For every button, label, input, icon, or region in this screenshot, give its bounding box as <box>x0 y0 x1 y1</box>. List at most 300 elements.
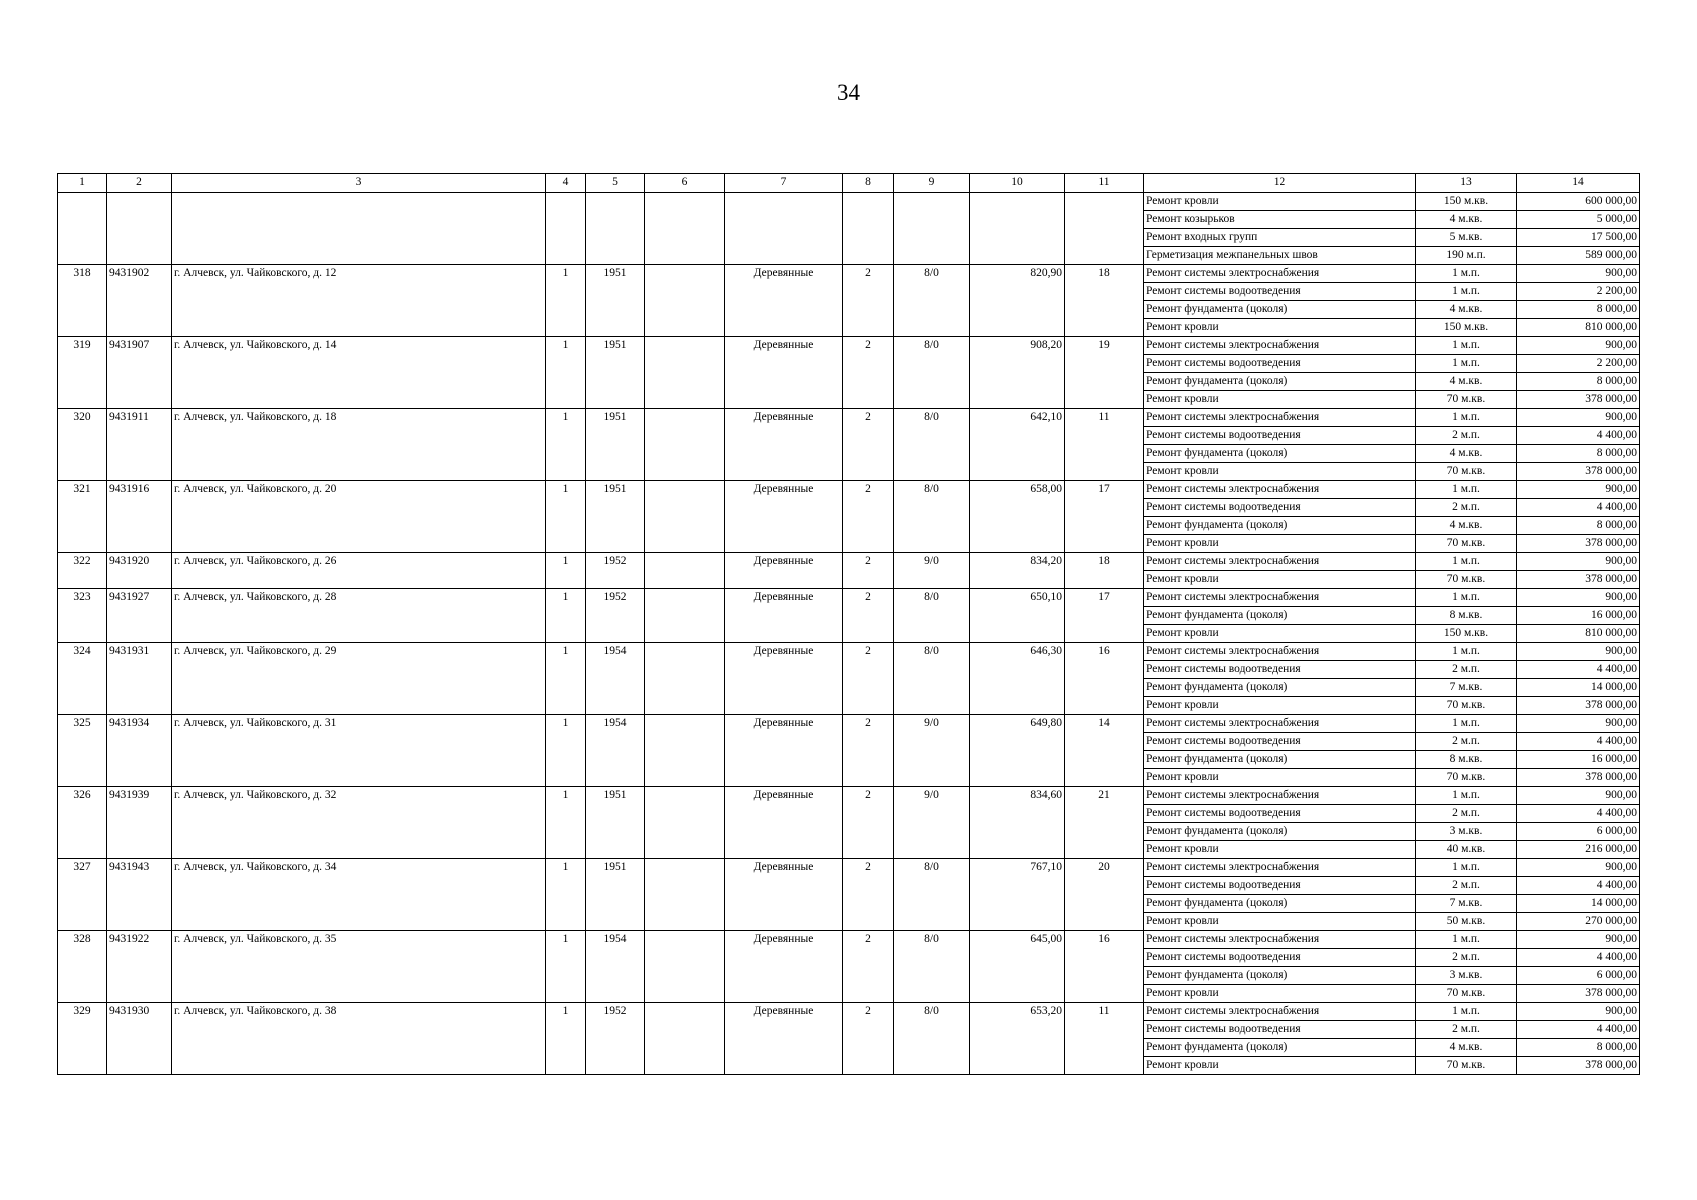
work-cost-cell: 8 000,00 <box>1517 445 1640 463</box>
work-name-cell: Ремонт кровли <box>1144 1057 1416 1075</box>
work-cost-cell: 8 000,00 <box>1517 517 1640 535</box>
col-4-value-cell: 1 <box>546 1003 586 1075</box>
col-9-value-cell: 8/0 <box>894 265 970 337</box>
work-volume-cell: 150 м.кв. <box>1416 625 1517 643</box>
house-code-cell: 9431931 <box>107 643 172 715</box>
work-cost-cell: 589 000,00 <box>1517 247 1640 265</box>
header-col-6: 6 <box>645 174 725 193</box>
work-name-cell: Ремонт системы водоотведения <box>1144 499 1416 517</box>
work-cost-cell: 900,00 <box>1517 643 1640 661</box>
col-6-value-cell <box>645 589 725 643</box>
work-name-cell: Ремонт кровли <box>1144 391 1416 409</box>
work-cost-cell: 378 000,00 <box>1517 1057 1640 1075</box>
work-cost-cell: 900,00 <box>1517 787 1640 805</box>
table-row <box>58 409 1640 427</box>
work-name-cell: Ремонт системы водоотведения <box>1144 877 1416 895</box>
floors-cell: 2 <box>843 643 894 715</box>
area-cell: 834,60 <box>970 787 1065 859</box>
table-row <box>58 265 1640 283</box>
house-code-cell: 9431920 <box>107 553 172 589</box>
floors-cell: 2 <box>843 1003 894 1075</box>
address-cell: г. Алчевск, ул. Чайковского, д. 29 <box>172 643 546 715</box>
area-cell: 650,10 <box>970 589 1065 643</box>
work-name-cell: Ремонт козырьков <box>1144 211 1416 229</box>
work-name-cell: Ремонт системы электроснабжения <box>1144 931 1416 949</box>
work-volume-cell: 2 м.п. <box>1416 949 1517 967</box>
table-row <box>58 589 1640 607</box>
work-name-cell: Ремонт входных групп <box>1144 229 1416 247</box>
work-cost-cell: 216 000,00 <box>1517 841 1640 859</box>
header-col-12: 12 <box>1144 174 1416 193</box>
work-volume-cell: 1 м.п. <box>1416 553 1517 571</box>
work-volume-cell: 4 м.кв. <box>1416 301 1517 319</box>
work-volume-cell: 150 м.кв. <box>1416 319 1517 337</box>
work-cost-cell: 4 400,00 <box>1517 427 1640 445</box>
col-9-value-cell: 8/0 <box>894 859 970 931</box>
wall-material-cell: Деревянные <box>725 787 843 859</box>
work-name-cell: Ремонт фундамента (цоколя) <box>1144 751 1416 769</box>
work-name-cell: Ремонт кровли <box>1144 985 1416 1003</box>
floors-cell: 2 <box>843 859 894 931</box>
work-name-cell: Ремонт системы водоотведения <box>1144 1021 1416 1039</box>
col-11-value-cell: 18 <box>1065 553 1144 589</box>
build-year-cell: 1954 <box>586 931 645 1003</box>
table-row <box>58 643 1640 661</box>
work-cost-cell: 378 000,00 <box>1517 463 1640 481</box>
col-9-value-cell: 8/0 <box>894 643 970 715</box>
work-name-cell: Герметизация межпанельных швов <box>1144 247 1416 265</box>
work-cost-cell: 6 000,00 <box>1517 967 1640 985</box>
work-cost-cell: 378 000,00 <box>1517 391 1640 409</box>
work-volume-cell: 1 м.п. <box>1416 787 1517 805</box>
work-volume-cell: 4 м.кв. <box>1416 517 1517 535</box>
build-year-cell: 1954 <box>586 643 645 715</box>
header-col-13: 13 <box>1416 174 1517 193</box>
work-cost-cell: 4 400,00 <box>1517 499 1640 517</box>
work-volume-cell: 40 м.кв. <box>1416 841 1517 859</box>
work-volume-cell: 150 м.кв. <box>1416 193 1517 211</box>
work-cost-cell: 5 000,00 <box>1517 211 1640 229</box>
work-name-cell: Ремонт системы водоотведения <box>1144 661 1416 679</box>
wall-material-cell: Деревянные <box>725 715 843 787</box>
work-name-cell: Ремонт системы водоотведения <box>1144 949 1416 967</box>
table-row <box>58 1003 1640 1021</box>
area-cell: 649,80 <box>970 715 1065 787</box>
work-name-cell: Ремонт фундамента (цоколя) <box>1144 1039 1416 1057</box>
area-cell: 642,10 <box>970 409 1065 481</box>
col-11-value-cell: 14 <box>1065 715 1144 787</box>
area-cell: 658,00 <box>970 481 1065 553</box>
work-cost-cell: 378 000,00 <box>1517 697 1640 715</box>
row-number-cell: 329 <box>58 1003 107 1075</box>
build-year-cell: 1951 <box>586 859 645 931</box>
build-year-cell: 1951 <box>586 337 645 409</box>
work-cost-cell: 900,00 <box>1517 1003 1640 1021</box>
floors-cell: 2 <box>843 787 894 859</box>
row-number-cell: 328 <box>58 931 107 1003</box>
work-cost-cell: 4 400,00 <box>1517 733 1640 751</box>
work-volume-cell: 2 м.п. <box>1416 1021 1517 1039</box>
work-name-cell: Ремонт системы водоотведения <box>1144 805 1416 823</box>
work-cost-cell: 8 000,00 <box>1517 373 1640 391</box>
build-year-cell: 1951 <box>586 481 645 553</box>
work-volume-cell: 4 м.кв. <box>1416 445 1517 463</box>
work-name-cell: Ремонт системы электроснабжения <box>1144 409 1416 427</box>
house-code-cell: 9431911 <box>107 409 172 481</box>
work-cost-cell: 378 000,00 <box>1517 985 1640 1003</box>
col-9-value-cell: 9/0 <box>894 787 970 859</box>
address-cell: г. Алчевск, ул. Чайковского, д. 28 <box>172 589 546 643</box>
header-col-1: 1 <box>58 174 107 193</box>
col-9-value-cell: 8/0 <box>894 409 970 481</box>
build-year-cell: 1954 <box>586 715 645 787</box>
col-11-value-cell: 19 <box>1065 337 1144 409</box>
wall-material-cell: Деревянные <box>725 553 843 589</box>
work-cost-cell: 900,00 <box>1517 553 1640 571</box>
col-11-value-cell: 21 <box>1065 787 1144 859</box>
work-cost-cell: 14 000,00 <box>1517 895 1640 913</box>
row-number-cell: 318 <box>58 265 107 337</box>
work-name-cell: Ремонт кровли <box>1144 697 1416 715</box>
area-cell: 645,00 <box>970 931 1065 1003</box>
col-4-value-cell: 1 <box>546 589 586 643</box>
work-cost-cell: 4 400,00 <box>1517 805 1640 823</box>
work-volume-cell: 1 м.п. <box>1416 355 1517 373</box>
work-volume-cell: 190 м.п. <box>1416 247 1517 265</box>
work-name-cell: Ремонт системы электроснабжения <box>1144 643 1416 661</box>
col-6-value-cell <box>645 859 725 931</box>
work-cost-cell: 810 000,00 <box>1517 319 1640 337</box>
wall-material-cell: Деревянные <box>725 931 843 1003</box>
work-volume-cell: 4 м.кв. <box>1416 1039 1517 1057</box>
row-number-cell: 322 <box>58 553 107 589</box>
wall-material-cell: Деревянные <box>725 265 843 337</box>
work-name-cell: Ремонт системы электроснабжения <box>1144 337 1416 355</box>
work-name-cell: Ремонт фундамента (цоколя) <box>1144 895 1416 913</box>
col-6-value-cell <box>645 265 725 337</box>
header-row <box>58 174 1640 193</box>
work-name-cell: Ремонт фундамента (цоколя) <box>1144 607 1416 625</box>
work-cost-cell: 8 000,00 <box>1517 1039 1640 1057</box>
col-9-value-cell: 8/0 <box>894 589 970 643</box>
work-volume-cell: 1 м.п. <box>1416 481 1517 499</box>
col-9-value-cell: 8/0 <box>894 481 970 553</box>
work-volume-cell: 1 м.п. <box>1416 337 1517 355</box>
area-cell <box>970 193 1065 265</box>
work-volume-cell: 4 м.кв. <box>1416 211 1517 229</box>
work-cost-cell: 14 000,00 <box>1517 679 1640 697</box>
work-cost-cell: 600 000,00 <box>1517 193 1640 211</box>
work-name-cell: Ремонт фундамента (цоколя) <box>1144 679 1416 697</box>
address-cell: г. Алчевск, ул. Чайковского, д. 26 <box>172 553 546 589</box>
col-11-value-cell: 20 <box>1065 859 1144 931</box>
work-name-cell: Ремонт кровли <box>1144 913 1416 931</box>
work-name-cell: Ремонт системы электроснабжения <box>1144 589 1416 607</box>
table-row <box>58 193 1640 211</box>
work-cost-cell: 900,00 <box>1517 337 1640 355</box>
work-volume-cell: 8 м.кв. <box>1416 607 1517 625</box>
col-11-value-cell: 17 <box>1065 589 1144 643</box>
work-cost-cell: 378 000,00 <box>1517 769 1640 787</box>
work-cost-cell: 900,00 <box>1517 409 1640 427</box>
work-name-cell: Ремонт системы водоотведения <box>1144 733 1416 751</box>
floors-cell: 2 <box>843 481 894 553</box>
work-volume-cell: 1 м.п. <box>1416 931 1517 949</box>
work-name-cell: Ремонт кровли <box>1144 535 1416 553</box>
address-cell: г. Алчевск, ул. Чайковского, д. 18 <box>172 409 546 481</box>
work-cost-cell: 900,00 <box>1517 481 1640 499</box>
work-cost-cell: 16 000,00 <box>1517 751 1640 769</box>
work-cost-cell: 810 000,00 <box>1517 625 1640 643</box>
wall-material-cell: Деревянные <box>725 643 843 715</box>
work-volume-cell: 1 м.п. <box>1416 409 1517 427</box>
work-volume-cell: 1 м.п. <box>1416 589 1517 607</box>
work-volume-cell: 3 м.кв. <box>1416 823 1517 841</box>
house-code-cell: 9431916 <box>107 481 172 553</box>
header-col-9: 9 <box>894 174 970 193</box>
work-volume-cell: 70 м.кв. <box>1416 697 1517 715</box>
work-name-cell: Ремонт фундамента (цоколя) <box>1144 823 1416 841</box>
work-cost-cell: 378 000,00 <box>1517 571 1640 589</box>
work-cost-cell: 4 400,00 <box>1517 1021 1640 1039</box>
work-volume-cell: 1 м.п. <box>1416 1003 1517 1021</box>
work-name-cell: Ремонт системы электроснабжения <box>1144 481 1416 499</box>
floors-cell: 2 <box>843 265 894 337</box>
col-11-value-cell: 16 <box>1065 643 1144 715</box>
col-9-value-cell: 8/0 <box>894 1003 970 1075</box>
col-9-value-cell: 9/0 <box>894 715 970 787</box>
work-name-cell: Ремонт системы электроснабжения <box>1144 715 1416 733</box>
header-col-3: 3 <box>172 174 546 193</box>
floors-cell: 2 <box>843 409 894 481</box>
address-cell: г. Алчевск, ул. Чайковского, д. 38 <box>172 1003 546 1075</box>
work-name-cell: Ремонт системы водоотведения <box>1144 427 1416 445</box>
floors-cell: 2 <box>843 337 894 409</box>
wall-material-cell: Деревянные <box>725 337 843 409</box>
wall-material-cell: Деревянные <box>725 481 843 553</box>
table-row <box>58 859 1640 877</box>
col-4-value-cell: 1 <box>546 931 586 1003</box>
build-year-cell: 1951 <box>586 265 645 337</box>
col-4-value-cell: 1 <box>546 409 586 481</box>
work-volume-cell: 70 м.кв. <box>1416 769 1517 787</box>
work-volume-cell: 4 м.кв. <box>1416 373 1517 391</box>
work-name-cell: Ремонт фундамента (цоколя) <box>1144 967 1416 985</box>
work-name-cell: Ремонт кровли <box>1144 841 1416 859</box>
table-header <box>58 174 1640 193</box>
house-code-cell: 9431939 <box>107 787 172 859</box>
house-code-cell: 9431907 <box>107 337 172 409</box>
col-4-value-cell: 1 <box>546 859 586 931</box>
work-volume-cell: 2 м.п. <box>1416 427 1517 445</box>
address-cell: г. Алчевск, ул. Чайковского, д. 20 <box>172 481 546 553</box>
col-11-value-cell: 11 <box>1065 409 1144 481</box>
table-row <box>58 481 1640 499</box>
work-cost-cell: 2 200,00 <box>1517 355 1640 373</box>
address-cell <box>172 193 546 265</box>
work-volume-cell: 70 м.кв. <box>1416 985 1517 1003</box>
col-6-value-cell <box>645 409 725 481</box>
header-col-5: 5 <box>586 174 645 193</box>
address-cell: г. Алчевск, ул. Чайковского, д. 35 <box>172 931 546 1003</box>
area-cell: 767,10 <box>970 859 1065 931</box>
wall-material-cell: Деревянные <box>725 409 843 481</box>
work-volume-cell: 7 м.кв. <box>1416 895 1517 913</box>
floors-cell: 2 <box>843 553 894 589</box>
header-col-2: 2 <box>107 174 172 193</box>
work-volume-cell: 1 м.п. <box>1416 859 1517 877</box>
work-cost-cell: 2 200,00 <box>1517 283 1640 301</box>
work-volume-cell: 7 м.кв. <box>1416 679 1517 697</box>
col-11-value-cell <box>1065 193 1144 265</box>
col-11-value-cell: 18 <box>1065 265 1144 337</box>
work-name-cell: Ремонт системы электроснабжения <box>1144 859 1416 877</box>
col-9-value-cell: 8/0 <box>894 931 970 1003</box>
col-6-value-cell <box>645 1003 725 1075</box>
col-4-value-cell: 1 <box>546 337 586 409</box>
floors-cell: 2 <box>843 931 894 1003</box>
work-volume-cell: 3 м.кв. <box>1416 967 1517 985</box>
build-year-cell: 1952 <box>586 553 645 589</box>
wall-material-cell <box>725 193 843 265</box>
col-4-value-cell: 1 <box>546 265 586 337</box>
address-cell: г. Алчевск, ул. Чайковского, д. 32 <box>172 787 546 859</box>
row-number-cell: 320 <box>58 409 107 481</box>
work-volume-cell: 2 м.п. <box>1416 805 1517 823</box>
work-volume-cell: 1 м.п. <box>1416 715 1517 733</box>
work-name-cell: Ремонт фундамента (цоколя) <box>1144 373 1416 391</box>
wall-material-cell: Деревянные <box>725 589 843 643</box>
address-cell: г. Алчевск, ул. Чайковского, д. 31 <box>172 715 546 787</box>
header-col-7: 7 <box>725 174 843 193</box>
page-number: 34 <box>837 80 860 105</box>
house-code-cell: 9431934 <box>107 715 172 787</box>
table-row <box>58 787 1640 805</box>
work-cost-cell: 900,00 <box>1517 859 1640 877</box>
work-name-cell: Ремонт системы водоотведения <box>1144 355 1416 373</box>
work-cost-cell: 17 500,00 <box>1517 229 1640 247</box>
header-col-14: 14 <box>1517 174 1640 193</box>
area-cell: 646,30 <box>970 643 1065 715</box>
work-volume-cell: 70 м.кв. <box>1416 571 1517 589</box>
work-cost-cell: 900,00 <box>1517 931 1640 949</box>
col-6-value-cell <box>645 337 725 409</box>
header-col-4: 4 <box>546 174 586 193</box>
build-year-cell: 1952 <box>586 1003 645 1075</box>
house-code-cell: 9431902 <box>107 265 172 337</box>
col-6-value-cell <box>645 787 725 859</box>
floors-cell: 2 <box>843 589 894 643</box>
area-cell: 908,20 <box>970 337 1065 409</box>
house-code-cell <box>107 193 172 265</box>
col-11-value-cell: 17 <box>1065 481 1144 553</box>
table-row <box>58 553 1640 571</box>
house-code-cell: 9431943 <box>107 859 172 931</box>
work-cost-cell: 4 400,00 <box>1517 949 1640 967</box>
area-cell: 820,90 <box>970 265 1065 337</box>
col-6-value-cell <box>645 553 725 589</box>
house-code-cell: 9431922 <box>107 931 172 1003</box>
table-row <box>58 337 1640 355</box>
house-code-cell: 9431930 <box>107 1003 172 1075</box>
work-volume-cell: 1 м.п. <box>1416 643 1517 661</box>
row-number-cell: 321 <box>58 481 107 553</box>
work-name-cell: Ремонт кровли <box>1144 625 1416 643</box>
col-9-value-cell <box>894 193 970 265</box>
work-cost-cell: 900,00 <box>1517 265 1640 283</box>
work-cost-cell: 900,00 <box>1517 715 1640 733</box>
work-volume-cell: 70 м.кв. <box>1416 1057 1517 1075</box>
work-name-cell: Ремонт кровли <box>1144 769 1416 787</box>
row-number-cell: 323 <box>58 589 107 643</box>
col-4-value-cell: 1 <box>546 643 586 715</box>
work-volume-cell: 5 м.кв. <box>1416 229 1517 247</box>
header-col-8: 8 <box>843 174 894 193</box>
col-4-value-cell: 1 <box>546 715 586 787</box>
work-volume-cell: 1 м.п. <box>1416 265 1517 283</box>
table-row <box>58 931 1640 949</box>
work-cost-cell: 4 400,00 <box>1517 877 1640 895</box>
table-row <box>58 715 1640 733</box>
work-name-cell: Ремонт кровли <box>1144 193 1416 211</box>
work-cost-cell: 270 000,00 <box>1517 913 1640 931</box>
build-year-cell <box>586 193 645 265</box>
address-cell: г. Алчевск, ул. Чайковского, д. 12 <box>172 265 546 337</box>
work-cost-cell: 16 000,00 <box>1517 607 1640 625</box>
work-volume-cell: 70 м.кв. <box>1416 463 1517 481</box>
work-volume-cell: 70 м.кв. <box>1416 391 1517 409</box>
table-body <box>58 193 1640 1075</box>
area-cell: 834,20 <box>970 553 1065 589</box>
col-6-value-cell <box>645 643 725 715</box>
area-cell: 653,20 <box>970 1003 1065 1075</box>
work-volume-cell: 2 м.п. <box>1416 661 1517 679</box>
work-cost-cell: 900,00 <box>1517 589 1640 607</box>
row-number-cell: 327 <box>58 859 107 931</box>
work-volume-cell: 2 м.п. <box>1416 733 1517 751</box>
row-number-cell: 325 <box>58 715 107 787</box>
row-number-cell: 324 <box>58 643 107 715</box>
work-name-cell: Ремонт фундамента (цоколя) <box>1144 517 1416 535</box>
col-11-value-cell: 16 <box>1065 931 1144 1003</box>
work-cost-cell: 4 400,00 <box>1517 661 1640 679</box>
build-year-cell: 1951 <box>586 787 645 859</box>
col-4-value-cell: 1 <box>546 481 586 553</box>
work-volume-cell: 2 м.п. <box>1416 499 1517 517</box>
build-year-cell: 1952 <box>586 589 645 643</box>
work-name-cell: Ремонт системы электроснабжения <box>1144 1003 1416 1021</box>
col-4-value-cell: 1 <box>546 787 586 859</box>
col-4-value-cell <box>546 193 586 265</box>
row-number-cell <box>58 193 107 265</box>
col-6-value-cell <box>645 193 725 265</box>
work-name-cell: Ремонт кровли <box>1144 319 1416 337</box>
work-volume-cell: 2 м.п. <box>1416 877 1517 895</box>
work-name-cell: Ремонт системы электроснабжения <box>1144 787 1416 805</box>
col-6-value-cell <box>645 931 725 1003</box>
row-number-cell: 319 <box>58 337 107 409</box>
work-name-cell: Ремонт системы электроснабжения <box>1144 553 1416 571</box>
work-cost-cell: 6 000,00 <box>1517 823 1640 841</box>
wall-material-cell: Деревянные <box>725 1003 843 1075</box>
house-code-cell: 9431927 <box>107 589 172 643</box>
work-name-cell: Ремонт фундамента (цоколя) <box>1144 301 1416 319</box>
col-9-value-cell: 9/0 <box>894 553 970 589</box>
build-year-cell: 1951 <box>586 409 645 481</box>
col-4-value-cell: 1 <box>546 553 586 589</box>
work-volume-cell: 1 м.п. <box>1416 283 1517 301</box>
col-6-value-cell <box>645 715 725 787</box>
